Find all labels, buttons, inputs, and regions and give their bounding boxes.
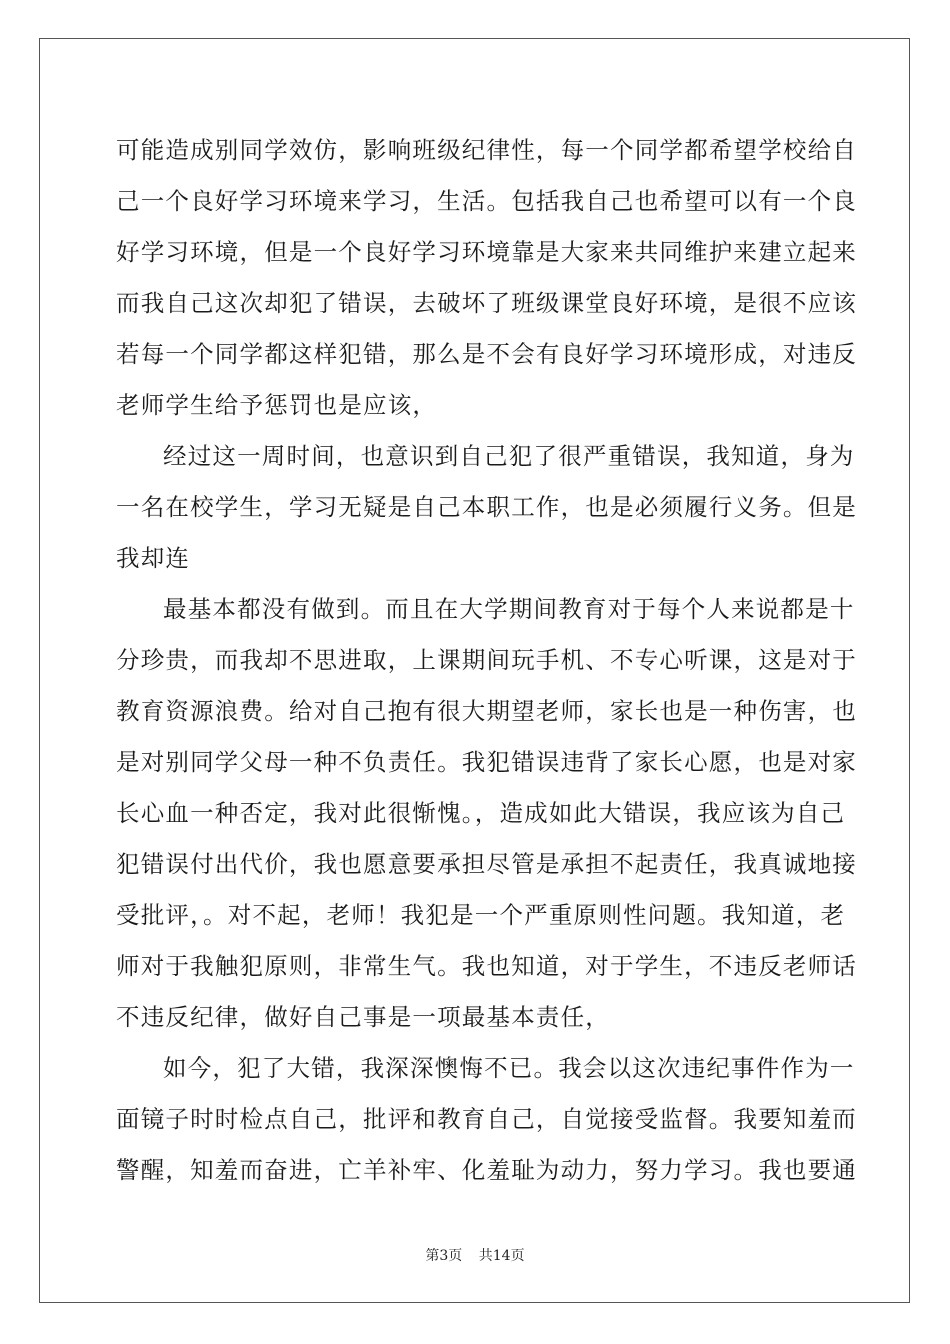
text-line: 长心血一种否定，我对此很惭愧。，造成如此大错误，我应该为自己 xyxy=(116,799,846,827)
text-line: 可能造成别同学效仿，影响班级纪律性，每一个同学都希望学校给自 xyxy=(116,136,857,164)
text-line: 受批评，。对不起，老师！我犯是一个严重原则性问题。我知道，老 xyxy=(116,901,846,929)
text-line: 警醒，知羞而奋进，亡羊补牢、化羞耻为动力，努力学习。我也要通 xyxy=(116,1156,857,1184)
text-line: 一名在校学生，学习无疑是自己本职工作，也是必须履行义务。但是 xyxy=(116,493,857,521)
text-line: 教育资源浪费。给对自己抱有很大期望老师，家长也是一种伤害，也 xyxy=(116,697,857,725)
text-line: 是对别同学父母一种不负责任。我犯错误违背了家长心愿，也是对家 xyxy=(116,748,857,776)
text-line: 最基本都没有做到。而且在大学期间教育对于每个人来说都是十 xyxy=(163,595,855,623)
text-line: 老师学生给予惩罚也是应该， xyxy=(116,391,438,419)
total-page-count: 共14页 xyxy=(478,1248,525,1264)
text-line: 不违反纪律，做好自己事是一项最基本责任， xyxy=(116,1003,610,1031)
text-line: 面镜子时时检点自己，批评和教育自己，自觉接受监督。我要知羞而 xyxy=(116,1105,857,1133)
text-line: 我却连 xyxy=(116,544,191,572)
text-line: 分珍贵，而我却不思进取，上课期间玩手机、不专心听课，这是对于 xyxy=(116,646,857,674)
text-line: 若每一个同学都这样犯错，那么是不会有良好学习环境形成，对违反 xyxy=(116,340,857,368)
text-line: 如今，犯了大错，我深深懊悔不已。我会以这次违纪事件作为一 xyxy=(163,1054,855,1082)
text-line: 己一个良好学习环境来学习，生活。包括我自己也希望可以有一个良 xyxy=(116,187,857,215)
text-line: 好学习环境，但是一个良好学习环境靠是大家来共同维护来建立起来 xyxy=(116,238,857,266)
page-footer xyxy=(0,1245,950,1265)
current-page-number: 第3页 xyxy=(425,1248,463,1264)
text-line: 犯错误付出代价，我也愿意要承担尽管是承担不起责任，我真诚地接 xyxy=(116,850,857,878)
document-body xyxy=(116,125,857,1196)
text-line: 而我自己这次却犯了错误，去破坏了班级课堂良好环境，是很不应该 xyxy=(116,289,857,317)
text-line: 经过这一周时间，也意识到自己犯了很严重错误，我知道，身为 xyxy=(163,442,855,470)
text-line: 师对于我触犯原则，非常生气。我也知道，对于学生，不违反老师话 xyxy=(116,952,857,980)
